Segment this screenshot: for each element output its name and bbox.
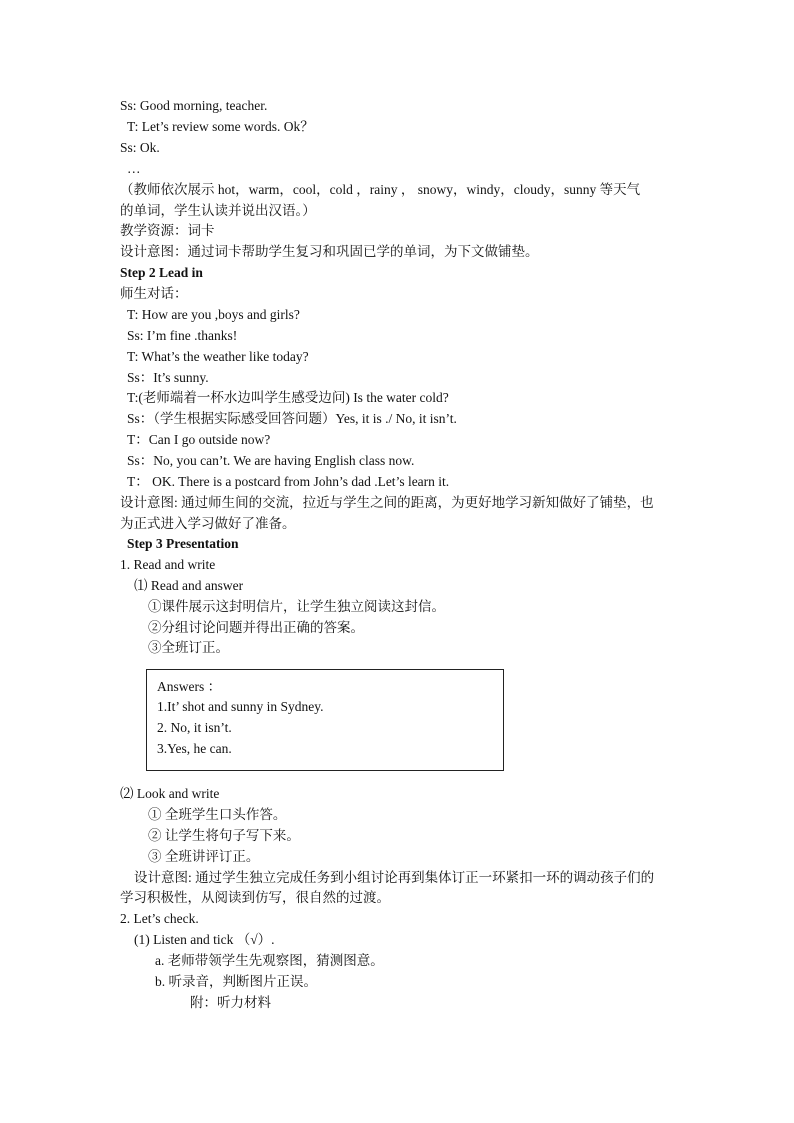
- design-intent-line: 设计意图: 通过师生间的交流，拉近与学生之间的距离，为更好地学习新知做好了铺垫，也: [120, 495, 654, 510]
- dialogue-line: Ss: Good morning, teacher.: [120, 98, 268, 113]
- answer-item: 1.It’ shot and sunny in Sydney.: [157, 699, 324, 714]
- answer-item: 2. No, it isn’t.: [157, 720, 232, 735]
- subsection-heading: (1) Listen and tick （√）.: [134, 932, 275, 947]
- paragraph-line: （教师依次展示 hot，warm，cool，cold ，rainy ， snowy，windy，cloudy，sunny 等天气: [120, 182, 641, 197]
- section-heading: 1. Read and write: [120, 557, 216, 572]
- paragraph-line: 的单词，学生认读并说出汉语。）: [120, 203, 316, 218]
- dialogue-line: T: What’s the weather like today?: [127, 349, 309, 364]
- section-heading: 2. Let’s check.: [120, 911, 199, 926]
- dialogue-line: T:(老师端着一杯水边叫学生感受边问) Is the water cold?: [127, 390, 449, 405]
- list-item: a. 老师带领学生先观察图，猜测图意。: [155, 953, 384, 968]
- step-heading: Step 2 Lead in: [120, 265, 203, 280]
- answer-item: 3.Yes, he can.: [157, 741, 232, 756]
- paragraph-line: 教学资源：词卡: [120, 223, 215, 238]
- list-item: ③ 全班讲评订正。: [148, 849, 260, 864]
- dialogue-line: T: How are you ,boys and girls?: [127, 307, 300, 322]
- dialogue-line: T：Can I go outside now?: [127, 432, 271, 447]
- design-intent-line: 学习积极性，从阅读到仿写，很自然的过渡。: [120, 890, 390, 905]
- dialogue-line: T: Let’s review some words. Ok？: [127, 119, 314, 134]
- dialogue-line: Ss：It’s sunny.: [127, 370, 209, 385]
- answers-title: Answers ：: [157, 679, 222, 694]
- list-item: b. 听录音，判断图片正误。: [155, 974, 317, 989]
- subsection-heading: ⑴ Read and answer: [134, 578, 244, 593]
- dialogue-line: Ss：（学生根据实际感受回答问题）Yes, it is ./ No, it isn’t.: [127, 411, 457, 426]
- subsection-heading: ⑵ Look and write: [120, 786, 220, 801]
- dialogue-line: T： OK. There is a postcard from John’s dad .Let’s learn it.: [127, 474, 450, 489]
- dialogue-line: Ss: I’m fine .thanks!: [127, 328, 238, 343]
- ellipsis-line: …: [127, 161, 141, 176]
- dialogue-line: Ss：No, you can’t. We are having English class now.: [127, 453, 415, 468]
- list-item: ②分组讨论问题并得出正确的答案。: [148, 620, 364, 635]
- list-item: ① 全班学生口头作答。: [148, 807, 287, 822]
- list-item: ①课件展示这封明信片，让学生独立阅读这封信。: [148, 599, 445, 614]
- paragraph-line: 师生对话：: [120, 286, 188, 301]
- list-item: ③全班订正。: [148, 640, 229, 655]
- appendix-label: 附：听力材料: [190, 995, 271, 1010]
- answers-box: [146, 669, 504, 771]
- dialogue-line: Ss: Ok.: [120, 140, 160, 155]
- design-intent-line: 设计意图: 通过学生独立完成任务到小组讨论再到集体订正一环紧扣一环的调动孩子们的: [134, 870, 655, 885]
- step-heading: Step 3 Presentation: [127, 536, 239, 551]
- design-intent-line: 为正式进入学习做好了准备。: [120, 516, 296, 531]
- design-intent-line: 设计意图：通过词卡帮助学生复习和巩固已学的单词，为下文做铺垫。: [120, 244, 539, 259]
- list-item: ② 让学生将句子写下来。: [148, 828, 300, 843]
